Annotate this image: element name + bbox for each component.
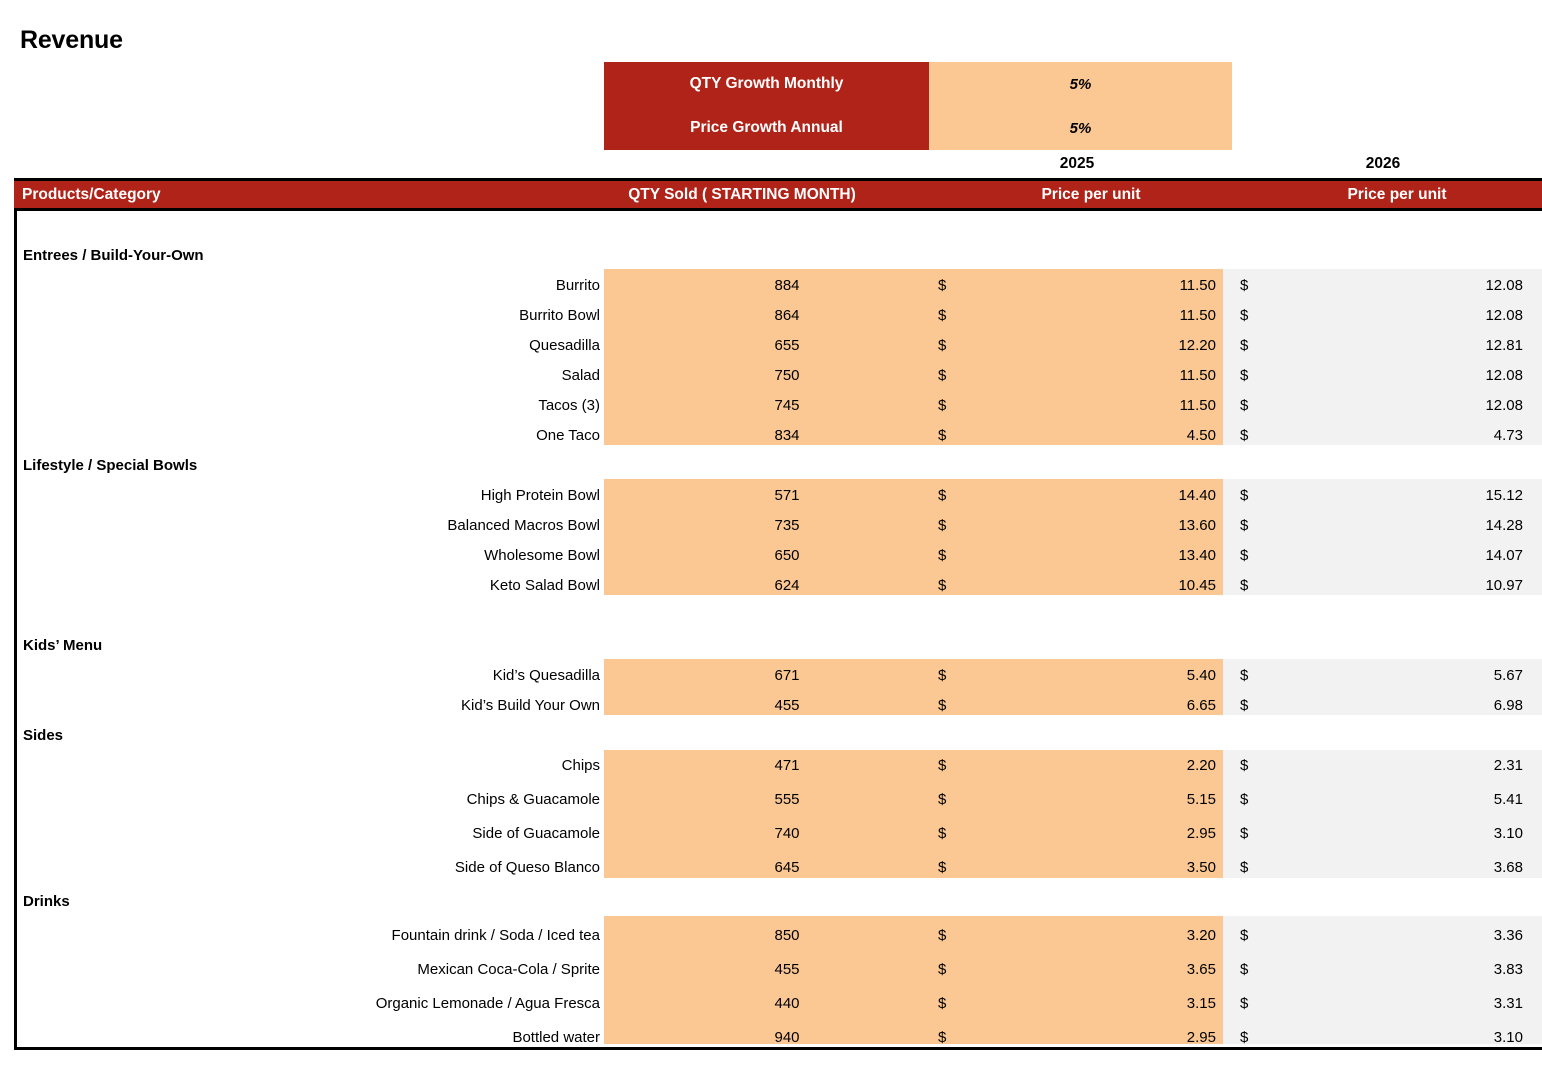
price-2025-cell[interactable]: 13.40: [1178, 547, 1216, 564]
product-name-cell: Salad: [561, 367, 600, 384]
product-name-cell: Kid’s Quesadilla: [492, 667, 600, 684]
price-growth-label: Price Growth Annual: [604, 106, 929, 150]
currency-symbol-2025: $: [938, 577, 947, 594]
price-2025-cell[interactable]: 3.15: [1186, 995, 1216, 1012]
currency-symbol-2026: $: [1240, 757, 1249, 774]
qty-sold-cell[interactable]: 671: [774, 667, 800, 684]
product-name-cell: Quesadilla: [529, 337, 600, 354]
product-name-cell: Organic Lemonade / Agua Fresca: [375, 995, 600, 1012]
product-name-cell: Wholesome Bowl: [484, 547, 600, 564]
price-2026-cell: 5.67: [1493, 667, 1523, 684]
qty-sold-cell[interactable]: 655: [774, 337, 800, 354]
price-2026-cell: 14.07: [1485, 547, 1523, 564]
currency-symbol-2025: $: [938, 337, 947, 354]
price-2025-cell[interactable]: 11.50: [1179, 277, 1216, 294]
price-2025-cell[interactable]: 5.15: [1186, 791, 1216, 808]
qty-sold-cell[interactable]: 455: [774, 697, 800, 714]
section-label: Kids’ Menu: [23, 637, 103, 654]
currency-symbol-2026: $: [1240, 791, 1249, 808]
price-2025-cell[interactable]: 10.45: [1178, 577, 1216, 594]
table-row: [17, 275, 1542, 297]
price-2025-cell[interactable]: 11.50: [1179, 397, 1216, 414]
price-2026-cell: 6.98: [1493, 697, 1523, 714]
section-label: Drinks: [23, 893, 70, 910]
product-name-cell: Fountain drink / Soda / Iced tea: [391, 927, 600, 944]
currency-symbol-2025: $: [938, 697, 947, 714]
section-label: Sides: [23, 727, 64, 744]
product-name-cell: Kid’s Build Your Own: [461, 697, 600, 714]
price-2026-cell: 2.31: [1493, 757, 1523, 774]
price-2025-cell[interactable]: 11.50: [1179, 307, 1216, 324]
qty-sold-cell[interactable]: 740: [774, 825, 800, 842]
table-row: [17, 305, 1542, 327]
table-row: [17, 823, 1542, 845]
product-name-cell: One Taco: [536, 427, 600, 444]
currency-symbol-2026: $: [1240, 307, 1249, 324]
price-2025-cell[interactable]: 6.65: [1186, 697, 1216, 714]
section-label: Entrees / Build-Your-Own: [23, 247, 204, 264]
currency-symbol-2026: $: [1240, 697, 1249, 714]
currency-symbol-2025: $: [938, 791, 947, 808]
price-2025-cell[interactable]: 12.20: [1178, 337, 1216, 354]
price-2026-cell: 3.10: [1493, 1029, 1523, 1046]
column-header-price-2025: Price per unit: [1041, 185, 1141, 203]
currency-symbol-2025: $: [938, 1029, 947, 1046]
price-2025-cell[interactable]: 2.95: [1186, 825, 1216, 842]
price-2025-cell[interactable]: 5.40: [1186, 667, 1216, 684]
table-row: [17, 665, 1542, 687]
product-name-cell: Burrito: [555, 277, 600, 294]
qty-sold-cell[interactable]: 940: [774, 1029, 800, 1046]
product-name-cell: High Protein Bowl: [480, 487, 600, 504]
price-2025-cell[interactable]: 2.95: [1186, 1029, 1216, 1046]
price-2026-cell: 3.36: [1493, 927, 1523, 944]
qty-sold-cell[interactable]: 471: [774, 757, 800, 774]
qty-sold-cell[interactable]: 850: [774, 927, 800, 944]
qty-sold-cell[interactable]: 745: [774, 397, 800, 414]
price-2026-cell: 12.08: [1485, 307, 1523, 324]
price-2025-cell[interactable]: 3.50: [1186, 859, 1216, 876]
product-name-cell: Balanced Macros Bowl: [447, 517, 600, 534]
price-2026-cell: 10.97: [1485, 577, 1523, 594]
currency-symbol-2025: $: [938, 859, 947, 876]
price-2025-cell[interactable]: 14.40: [1178, 487, 1216, 504]
table-row: [17, 365, 1542, 387]
qty-growth-label: QTY Growth Monthly: [604, 62, 929, 106]
table-row: [17, 789, 1542, 811]
price-2026-cell: 12.81: [1485, 337, 1523, 354]
currency-symbol-2025: $: [938, 547, 947, 564]
currency-symbol-2025: $: [938, 277, 947, 294]
table-row: [17, 993, 1542, 1015]
qty-sold-cell[interactable]: 440: [774, 995, 800, 1012]
qty-sold-cell[interactable]: 834: [774, 427, 800, 444]
price-2026-cell: 4.73: [1493, 427, 1523, 444]
page-title: Revenue: [20, 26, 123, 54]
currency-symbol-2026: $: [1240, 277, 1249, 294]
table-row: [17, 695, 1542, 717]
qty-sold-cell[interactable]: 645: [774, 859, 800, 876]
price-growth-value[interactable]: 5%: [929, 106, 1232, 150]
table-row: [17, 515, 1542, 537]
product-name-cell: Chips: [561, 757, 600, 774]
price-2025-cell[interactable]: 11.50: [1179, 367, 1216, 384]
growth-assumptions-box: [604, 62, 1232, 150]
currency-symbol-2025: $: [938, 667, 947, 684]
assumption-row-qty-growth: [604, 62, 1232, 106]
currency-symbol-2026: $: [1240, 859, 1249, 876]
price-2026-cell: 3.31: [1493, 995, 1523, 1012]
price-2026-cell: 15.12: [1485, 487, 1523, 504]
currency-symbol-2025: $: [938, 517, 947, 534]
currency-symbol-2026: $: [1240, 397, 1249, 414]
currency-symbol-2026: $: [1240, 927, 1249, 944]
product-name-cell: Bottled water: [512, 1029, 600, 1046]
table-row: [17, 485, 1542, 507]
currency-symbol-2026: $: [1240, 995, 1249, 1012]
currency-symbol-2026: $: [1240, 517, 1249, 534]
assumption-row-price-growth: [604, 106, 1232, 150]
table-row: [17, 395, 1542, 417]
price-2026-cell: 5.41: [1493, 791, 1523, 808]
currency-symbol-2026: $: [1240, 825, 1249, 842]
table-row: [17, 925, 1542, 947]
price-2025-cell[interactable]: 4.50: [1186, 427, 1216, 444]
qty-sold-cell[interactable]: 455: [774, 961, 800, 978]
currency-symbol-2025: $: [938, 487, 947, 504]
qty-sold-cell[interactable]: 624: [774, 577, 800, 594]
currency-symbol-2026: $: [1240, 961, 1249, 978]
currency-symbol-2025: $: [938, 307, 947, 324]
column-header-price-2026: Price per unit: [1347, 185, 1447, 203]
currency-symbol-2026: $: [1240, 427, 1249, 444]
currency-symbol-2026: $: [1240, 547, 1249, 564]
product-name-cell: Burrito Bowl: [519, 307, 600, 324]
table-header-row: [14, 178, 1542, 211]
table-row: [17, 425, 1542, 447]
table-row: [17, 545, 1542, 567]
price-2025-cell[interactable]: 3.65: [1186, 961, 1216, 978]
product-name-cell: Tacos (3): [538, 397, 600, 414]
currency-symbol-2026: $: [1240, 577, 1249, 594]
year-label-2026: 2026: [1365, 155, 1401, 172]
qty-sold-cell[interactable]: 735: [774, 517, 800, 534]
currency-symbol-2025: $: [938, 367, 947, 384]
currency-symbol-2026: $: [1240, 337, 1249, 354]
currency-symbol-2026: $: [1240, 367, 1249, 384]
price-2026-cell: 3.68: [1493, 859, 1523, 876]
section-label: Lifestyle / Special Bowls: [23, 457, 198, 474]
price-2026-cell: 3.10: [1493, 825, 1523, 842]
table-row: [17, 857, 1542, 879]
table-body: [17, 211, 1542, 1050]
currency-symbol-2025: $: [938, 927, 947, 944]
price-2025-cell[interactable]: 13.60: [1178, 517, 1216, 534]
price-2026-cell: 12.08: [1485, 397, 1523, 414]
currency-symbol-2025: $: [938, 825, 947, 842]
price-2026-cell: 3.83: [1493, 961, 1523, 978]
qty-sold-cell[interactable]: 555: [774, 791, 800, 808]
product-name-cell: Mexican Coca-Cola / Sprite: [417, 961, 600, 978]
column-header-qty-sold: QTY Sold ( STARTING MONTH): [628, 185, 856, 203]
table-row: [17, 575, 1542, 597]
price-2025-cell[interactable]: 3.20: [1186, 927, 1216, 944]
qty-sold-cell[interactable]: 864: [774, 307, 800, 324]
qty-sold-cell[interactable]: 571: [774, 487, 800, 504]
table-row: [17, 1027, 1542, 1049]
price-2026-cell: 14.28: [1485, 517, 1523, 534]
qty-growth-value[interactable]: 5%: [929, 62, 1232, 106]
currency-symbol-2026: $: [1240, 487, 1249, 504]
product-name-cell: Chips & Guacamole: [466, 791, 600, 808]
table-row: [17, 755, 1542, 777]
qty-sold-cell[interactable]: 650: [774, 547, 800, 564]
price-2025-cell[interactable]: 2.20: [1186, 757, 1216, 774]
product-name-cell: Side of Guacamole: [472, 825, 600, 842]
qty-sold-cell[interactable]: 750: [774, 367, 800, 384]
qty-sold-cell[interactable]: 884: [774, 277, 800, 294]
column-header-products: Products/Category: [22, 185, 161, 203]
currency-symbol-2025: $: [938, 427, 947, 444]
table-row: [17, 335, 1542, 357]
product-name-cell: Keto Salad Bowl: [489, 577, 600, 594]
table-row: [17, 959, 1542, 981]
currency-symbol-2025: $: [938, 397, 947, 414]
currency-symbol-2025: $: [938, 995, 947, 1012]
currency-symbol-2026: $: [1240, 667, 1249, 684]
year-label-2025: 2025: [1059, 155, 1095, 172]
currency-symbol-2025: $: [938, 961, 947, 978]
price-2026-cell: 12.08: [1485, 367, 1523, 384]
price-2026-cell: 12.08: [1485, 277, 1523, 294]
currency-symbol-2025: $: [938, 757, 947, 774]
currency-symbol-2026: $: [1240, 1029, 1249, 1046]
product-name-cell: Side of Queso Blanco: [454, 859, 600, 876]
